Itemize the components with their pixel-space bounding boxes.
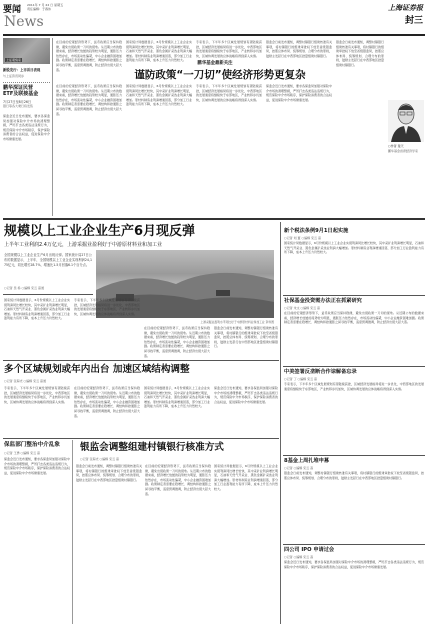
right-item5-rule <box>283 544 425 545</box>
right-item4-byline: ○记者 ○编辑 宋云 高 <box>284 466 314 470</box>
main-story-headline: 规模以上工业企业生产6月现反弹 <box>4 224 196 239</box>
right-item4-headline: 8基金上周扎堆申募 <box>284 458 330 464</box>
right-item3-rule <box>283 366 425 367</box>
main-story-subhead: 上半年工业利润2.4万亿元，上游采掘业盈利好于中游原材料业和加工业 <box>4 242 162 248</box>
top-story-kicker: 鹏华基金最新关注 <box>197 61 233 66</box>
right-item5-body: 保监会近日发布通知，要求各保监局加强对保险中介市场的清理整顿，严厉打击各类违法违规行为，规范保险中介市场秩序，保护保险消费者的合法权益，促进保险中介市场健康发展。 <box>284 560 424 569</box>
masthead-rule <box>3 34 425 36</box>
right-item5-byline: ○记者 ○编辑 宋云 高 <box>284 555 314 559</box>
sidebar-block1-sub: 与上证资讯同步 <box>3 74 25 78</box>
right-item3-headline: 中美签署反垄断合作谅解备忘录 <box>284 369 357 375</box>
right-item2-rule <box>283 295 425 296</box>
section2-col4: 保监会近日发布通知，要求各保监局加强对保险中介市场的清理整顿，严厉打击各类违法违规行为，规范保险中介市场秩序，保护保险消费者的合法权益，促进保险中介市场健康发展。 <box>214 386 278 404</box>
date-line: 2011年 7 月 22 日 星期五 <box>27 3 64 7</box>
main-body-col3: 在目前的宏观经济形势下，货币政策应当保持稳健，避免出现政策一刀切的现象。从近期公布的数据来看，经济增长放缓的趋势较为明显，通胀压力依然存在，市场流动性偏紧，中小企业融资困难加剧。政策制定者需要在稳增长、调结构和控通胀之间寻找平衡，适度预调微调，防止经济出现大起大落。 <box>144 326 211 358</box>
section4-col2: 在目前的宏观经济形势下，货币政策应当保持稳健，避免出现政策一刀切的现象。从近期公布的数据来看，经济增长放缓的趋势较为明显，通胀压力依然存在，市场流动性偏紧，中小企业融资困难加剧。政策制定者需要在稳增长、调结构和控通胀之间寻找平衡，适度预调微调，防止经济出现大起大落。 <box>145 464 212 496</box>
top-story-body-1: 在目前的宏观经济形势下，货币政策应当保持稳健，避免出现政策一刀切的现象。从近期公布的数据来看，经济增长放缓的趋势较为明显，通胀压力依然存在，市场流动性偏紧，中小企业融资困难加剧。政策制定者需要在稳增长、调结构和控通胀之间寻找平衡，适度预调微调，防止经济出现大起大落。 <box>56 84 123 116</box>
top-story-col2: 国家统计局数据显示，6月份规模以上工业企业实现利润同比增长较快，其中采矿业利润增长明显，石油和天然气开采业、黑色金属矿采选业利润大幅增加。原材料制造业利润增速回落，部分加工行业盈利能力有所下降，成本上升压力仍然较大。 <box>126 40 193 63</box>
section2-byline: ○记者 张海光 ○编辑 宋云 高道 <box>4 379 47 383</box>
section3-rule <box>3 438 279 439</box>
top-story-col4: 银监会日前发布通知，调整村镇银行组建核准有关事项，将村镇银行的组建审批权下放至省级银监局，按照总体布局、统筹规划、合理分布的原则，鼓励主发起行在中西部地区批量组建村镇银行。 <box>266 40 333 58</box>
right-item5-headline: 四公司 IPO 申请过会 <box>284 547 335 553</box>
main-story-byline: ○记者 吴 杨 ○编辑 宋云 高道 <box>4 286 45 290</box>
page-number: 封三 <box>404 16 423 26</box>
right-column-rule <box>280 222 281 624</box>
right-item3-body: 专家表示，下半年多个区域发展规划有望陆续获批，区域经济发展格局将进一步优化，中西部地区的发展速度将继续快于东部地区，产业转移步伐加快，区域协调发展的总体战略将得到深入实施。 <box>284 382 424 391</box>
section2-headline: 多个区域规划或年内出台 加速区域结构调整 <box>4 364 190 375</box>
author-portrait <box>388 100 424 142</box>
section4-col3: 国家统计局数据显示，6月份规模以上工业企业实现利润同比增长较快，其中采矿业利润增长明显，石油和天然气开采业、黑色金属矿采选业利润大幅增加。原材料制造业利润增速回落，部分加工行业盈利能力有所下降，成本上升压力仍然较大。 <box>214 464 278 491</box>
top-story-col3: 专家表示，下半年多个区域发展规划有望陆续获批，区域经济发展格局将进一步优化，中西部地区的发展速度将继续快于东部地区，产业转移步伐加快，区域协调发展的总体战略将得到深入实施。 <box>196 40 263 58</box>
masthead <box>3 2 425 34</box>
main-story-lead: 全国规模以上工业企业生产6月出现反弹。国家统计局27日公布的数据显示，上半年，全国规模以上工业企业实现利润24,175亿元，同比增长28.7%，增速比1-5月回落6.1个百分点。 <box>4 253 92 267</box>
sidebar-photo-banner <box>3 38 50 64</box>
section2-col2: 在目前的宏观经济形势下，货币政策应当保持稳健，避免出现政策一刀切的现象。从近期公布的数据来看，经济增长放缓的趋势较为明显，通胀压力依然存在，市场流动性偏紧，中小企业融资困难加剧。政策制定者需要在稳增长、调结构和控通胀之间寻找平衡，适度预调微调，防止经济出现大起大落。 <box>74 386 141 418</box>
main-body-col2: 专家表示，下半年多个区域发展规划有望陆续获批，区域经济发展格局将进一步优化，中西部地区的发展速度将继续快于东部地区，产业转移步伐加快，区域协调发展的总体战略将得到深入实施。 <box>74 298 141 316</box>
right-item2-headline: 社保基金投资需办法正在抓紧研究 <box>284 298 362 304</box>
right-item4-rule <box>283 455 425 456</box>
section-cn-title: 要闻 <box>3 5 22 15</box>
section4-byline: ○记者 张海光 ○编辑 宋云 高 <box>80 457 120 461</box>
main-story-photo-caption: 上游采掘业盈利水平同比好于中游原材料业和加工业 资料图 <box>200 320 274 324</box>
sidebar-rule <box>52 38 53 216</box>
section3-body: 保监会近日发布通知，要求各保监局加强对保险中介市场的清理整顿，严厉打击各类违法违规行为，规范保险中介市场秩序，保护保险消费者的合法权益，促进保险中介市场健康发展。 <box>4 457 71 475</box>
top-story-body-2: 国家统计局数据显示，6月份规模以上工业企业实现利润同比增长较快，其中采矿业利润增长明显，石油和天然气开采业、黑色金属矿采选业利润大幅增加。原材料制造业利润增速回落，部分加工行业盈利能力有所下降，成本上升压力仍然较大。 <box>126 84 193 107</box>
section-en-title: News <box>4 14 44 30</box>
right-item1-byline: ○记者 刘 董 ○编辑 宋云 高 <box>284 236 322 240</box>
author-name: ○作者 楚天 <box>388 144 404 148</box>
paper-name-logo: 上海证券报 <box>388 3 423 12</box>
right-item4-body: 银监会日前发布通知，调整村镇银行组建核准有关事项，将村镇银行的组建审批权下放至省级银监局，按照总体布局、统筹规划、合理分布的原则，鼓励主发起行在中西部地区批量组建村镇银行。 <box>284 471 424 480</box>
right-item3-byline: ○记者 丁 ○编辑 宋云 高 <box>284 377 318 381</box>
right-item1-headline: 新个税法条例9月1日起实施 <box>284 228 349 234</box>
sidebar-block1-title: 新股发行：上市首日表现 <box>3 68 41 72</box>
section2-col3: 国家统计局数据显示，6月份规模以上工业企业实现利润同比增长较快，其中采矿业利润增长明显，石油和天然气开采业、黑色金属矿采选业利润大幅增加。原材料制造业利润增速回落，部分加工行业盈利能力有所下降，成本上升压力仍然较大。 <box>144 386 211 409</box>
top-story-rule <box>3 218 425 220</box>
main-story-sub-rule <box>3 294 93 295</box>
top-story-body-4: 保监会近日发布通知，要求各保监局加强对保险中介市场的清理整顿，严厉打击各类违法违规行为，规范保险中介市场秩序，保护保险消费者的合法权益，促进保险中介市场健康发展。 <box>266 84 333 102</box>
top-story-col1: 在目前的宏观经济形势下，货币政策应当保持稳健，避免出现政策一刀切的现象。从近期公布的数据来看，经济增长放缓的趋势较为明显，通胀压力依然存在，市场流动性偏紧，中小企业融资困难加剧。政策制定者需要在稳增长、调结构和控通胀之间寻找平衡，适度预调微调，防止经济出现大起大落。 <box>56 40 123 72</box>
right-item2-byline: ○记者 朱文 ○编辑 宋云 高 <box>284 306 321 310</box>
top-story-body-5: 银监会日前发布通知，调整村镇银行组建核准有关事项，将村镇银行的组建审批权下放至省级银监局，按照总体布局、统筹规划、合理分布的原则，鼓励主发起行在中西部地区批量组建村镇银行。 <box>336 40 385 67</box>
sidebar-block2-date: 7月27日至8月26日 <box>3 100 32 104</box>
top-story-body-3: 专家表示，下半年多个区域发展规划有望陆续获批，区域经济发展格局将进一步优化，中西部地区的发展速度将继续快于东部地区，产业转移步伐加快，区域协调发展的总体战略将得到深入实施。 <box>196 84 263 102</box>
sidebar-filler-text: 保监会近日发布通知，要求各保监局加强对保险中介市场的清理整顿，严厉打击各类违法违规行为，规范保险中介市场秩序，保护保险消费者的合法权益，促进保险中介市场健康发展。 <box>3 114 50 141</box>
section3-byline: ○记者 王勇 ○编辑 宋云 高 <box>4 451 41 455</box>
sidebar-block2-sub: 银行等各大渠行将发售 <box>3 104 34 108</box>
sidebar-divider <box>3 82 50 83</box>
section4-col1: 银监会日前发布通知，调整村镇银行组建核准有关事项，将村镇银行的组建审批权下放至省级银监局，按照总体布局、统筹规划、合理分布的原则，鼓励主发起行在中西部地区批量组建村镇银行。 <box>76 464 143 482</box>
right-item1-body: 国家统计局数据显示，6月份规模以上工业企业实现利润同比增长较快，其中采矿业利润增长明显，石油和天然气开采业、黑色金属矿采选业利润大幅增加。原材料制造业利润增速回落，部分加工行业盈利能力有所下降，成本上升压力仍然较大。 <box>284 241 424 255</box>
author-title: 鹏华基金首席经济学家 <box>388 149 419 153</box>
section4-headline: 银监会调整组建村镇银行核准方式 <box>80 442 224 453</box>
main-body-col1: 国家统计局数据显示，6月份规模以上工业企业实现利润同比增长较快，其中采矿业利润增长明显，石油和天然气开采业、黑色金属矿采选业利润大幅增加。原材料制造业利润增速回落，部分加工行业盈利能力有所下降，成本上升压力仍然较大。 <box>4 298 71 321</box>
right-item2-body: 在目前的宏观经济形势下，货币政策应当保持稳健，避免出现政策一刀切的现象。从近期公布的数据来看，经济增长放缓的趋势较为明显，通胀压力依然存在，市场流动性偏紧，中小企业融资困难加剧。政策制定者需要在稳增长、调结构和控通胀之间寻找平衡，适度预调微调，防止经济出现大起大落。 <box>284 311 424 325</box>
section3-rule-vertical <box>72 440 73 624</box>
section3-headline: 保监部门整治中介乱象 <box>4 442 60 448</box>
sidebar-block2-title: 鹏华深证民营 <box>3 85 34 91</box>
section2-rule <box>3 360 279 361</box>
sidebar <box>3 38 50 216</box>
editor-line: 责任编辑：于春伟 <box>27 7 52 11</box>
section2-col1: 专家表示，下半年多个区域发展规划有望陆续获批，区域经济发展格局将进一步优化，中西部地区的发展速度将继续快于东部地区，产业转移步伐加快，区域协调发展的总体战略将得到深入实施。 <box>4 386 71 404</box>
main-body-col4: 银监会日前发布通知，调整村镇银行组建核准有关事项，将村镇银行的组建审批权下放至省级银监局，按照总体布局、统筹规划、合理分布的原则，鼓励主发起行在中西部地区批量组建村镇银行。 <box>214 326 278 349</box>
sidebar-label: 上证观察家 <box>6 58 22 62</box>
top-story-headline: 谨防政策“一刀切”使经济形势更复杂 <box>134 69 306 81</box>
author-portrait-sketch <box>388 100 424 142</box>
sidebar-block2-title2: ETF及联接基金 <box>3 91 39 97</box>
